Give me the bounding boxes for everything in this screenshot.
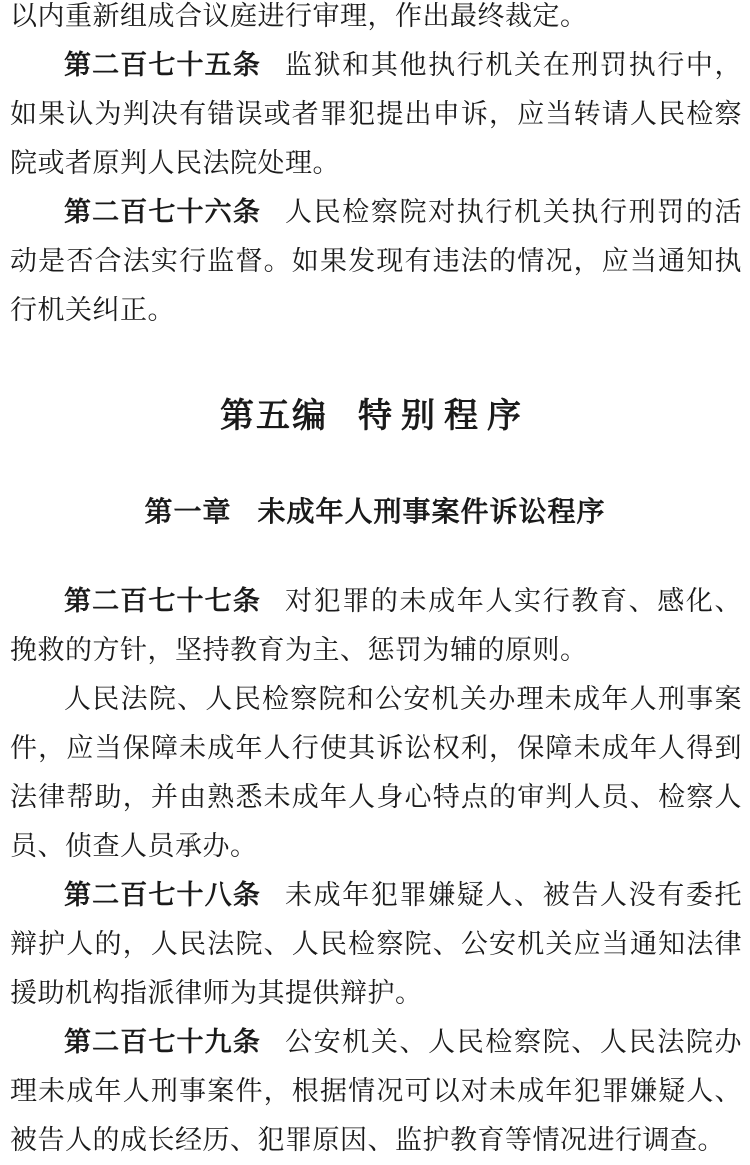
article-275-paragraph: [10, 41, 742, 188]
article-276-text: 人民检察院对执行机关执行刑罚的活动是否合法实行监督。如果发现有违法的情况，应当通知执行机关纠正。: [10, 197, 743, 326]
article-279-paragraph: [10, 1018, 742, 1165]
article-278-text: 未成年犯罪嫌疑人、被告人没有委托辩护人的，人民法院、人民检察院、公安机关应当通知法律援助机构指派律师为其提供辩护。: [10, 880, 743, 1009]
upper-text-section: [10, 0, 742, 335]
part-heading: [0, 388, 750, 437]
chapter-label: 第一章: [144, 495, 232, 528]
part-label: 第五编: [220, 396, 328, 436]
article-279-number: 第二百七十九条: [64, 1027, 261, 1058]
lower-text-section: [10, 577, 742, 1165]
continuation-paragraph: 以内重新组成合议庭进行审理，作出最终裁定。: [10, 1, 588, 32]
article-277-number: 第二百七十七条: [64, 586, 261, 617]
article-278-number: 第二百七十八条: [64, 880, 261, 911]
article-278-paragraph: [10, 871, 742, 1018]
article-277-second-paragraph: 人民法院、人民检察院和公安机关办理未成年人刑事案件，应当保障未成年人行使其诉讼权利，保障未成年人得到法律帮助，并由熟悉未成年人身心特点的审判人员、检察人员、侦查人员承办。: [10, 684, 742, 862]
article-277-paragraph: [10, 577, 742, 675]
part-name: 特别程序: [358, 396, 530, 436]
chapter-name: 未成年人刑事案件诉讼程序: [257, 495, 606, 528]
article-275-text: 监狱和其他执行机关在刑罚执行中，如果认为判决有错误或者罪犯提出申诉，应当转请人民检察院或者原判人民法院处理。: [10, 50, 743, 179]
article-277-text: 对犯罪的未成年人实行教育、感化、挽救的方针，坚持教育为主、惩罚为辅的原则。: [10, 586, 743, 666]
chapter-heading: [0, 490, 750, 530]
article-275-number: 第二百七十五条: [64, 50, 261, 81]
article-279-text: 公安机关、人民检察院、人民法院办理未成年人刑事案件，根据情况可以对未成年犯罪嫌疑人、被告人的成长经历、犯罪原因、监护教育等情况进行调查。: [10, 1027, 743, 1156]
article-276-paragraph: [10, 188, 742, 335]
article-276-number: 第二百七十六条: [64, 197, 261, 228]
